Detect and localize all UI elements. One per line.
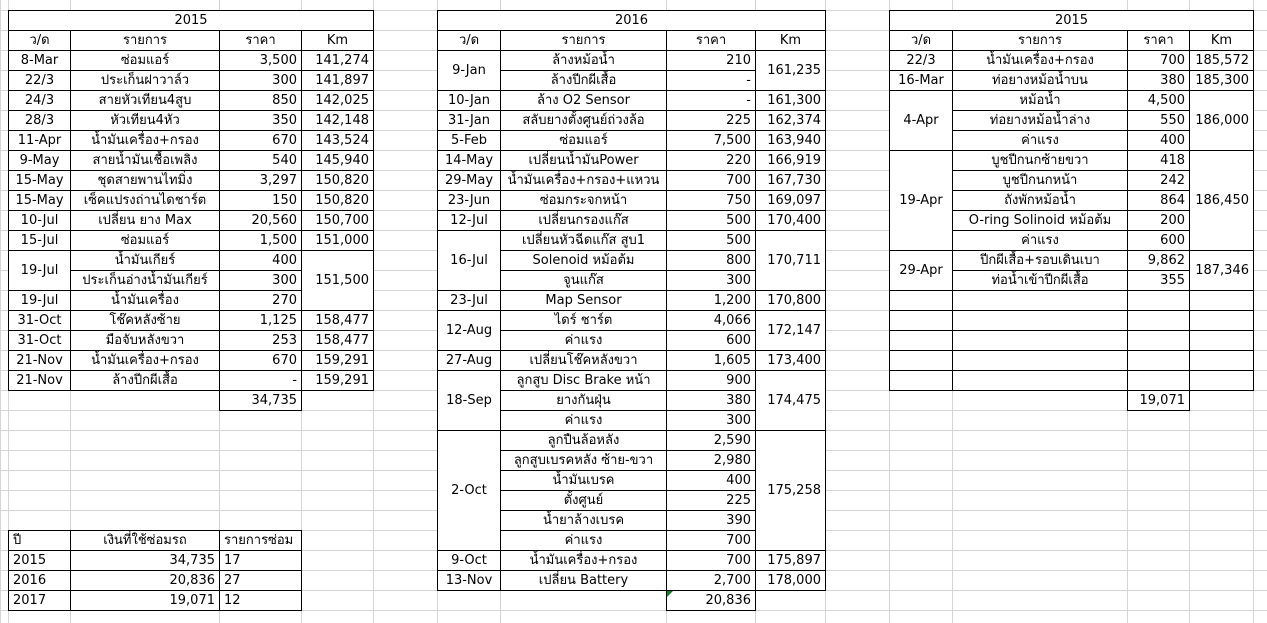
t2016-cell[interactable]: ตั้งศูนย์ (500, 490, 667, 511)
t2015a-cell[interactable]: 20,560 (219, 210, 302, 231)
t2015a-cell[interactable]: เซ็คแปรงถ่านไดชาร์ต (70, 190, 220, 211)
t2015b-cell[interactable]: 380 (1127, 70, 1190, 91)
t2016-cell[interactable]: 18-Sep (437, 370, 501, 431)
t2015a-cell[interactable]: ซ่อมแอร์ (70, 50, 220, 71)
t2015b-cell[interactable]: ปีกผีเสื้อ+รอบเดินเบา (952, 250, 1128, 271)
summary-cell[interactable]: 20,836 (70, 570, 220, 591)
t2015a-cell[interactable]: 21-Nov (8, 370, 71, 391)
summary-cell[interactable]: 12 (219, 590, 302, 611)
summary-header-cell[interactable]: รายการซ่อม (219, 530, 302, 551)
t2015a-cell[interactable]: 142,025 (301, 90, 374, 111)
t2016-cell[interactable]: จูนแก๊ส (500, 270, 667, 291)
t2015a-cell[interactable]: 3,500 (219, 50, 302, 71)
t2016-cell[interactable]: 390 (666, 510, 756, 531)
t2015b-cell[interactable]: 22/3 (889, 50, 953, 71)
t2016-header-cell[interactable]: ว/ด (437, 30, 501, 51)
t2016-cell[interactable]: ยางกันฝุ่น (500, 390, 667, 411)
t2016-title-cell[interactable]: 2016 (437, 10, 826, 31)
t2016-cell[interactable]: 29-May (437, 170, 501, 191)
t2015b-cell[interactable]: 700 (1127, 50, 1190, 71)
t2015b-header-cell[interactable]: ว/ด (889, 30, 953, 51)
t2016-cell[interactable]: เปลี่ยนโช๊คหลังขวา (500, 350, 667, 371)
summary-header-cell[interactable]: ปี (8, 530, 71, 551)
t2015a-header-cell[interactable]: ราคา (219, 30, 302, 51)
t2016-cell[interactable]: 400 (666, 470, 756, 491)
t2015a-cell[interactable]: 158,477 (301, 310, 374, 331)
t2015a-cell[interactable]: 1,500 (219, 230, 302, 251)
summary-cell[interactable]: 17 (219, 550, 302, 571)
t2015b-empty-cell[interactable] (1189, 330, 1254, 351)
t2016-cell[interactable]: 220 (666, 150, 756, 171)
summary-cell[interactable]: 2015 (8, 550, 71, 571)
t2016-cell[interactable]: 800 (666, 250, 756, 271)
t2015b-cell[interactable]: ถังพักหม้อน้ำ (952, 190, 1128, 211)
t2015b-cell[interactable]: 186,450 (1189, 150, 1254, 251)
t2016-cell[interactable]: น้ำมันเครื่อง+กรอง+แหวน (500, 170, 667, 191)
t2015a-cell[interactable]: สายหัวเทียน4สูบ (70, 90, 220, 111)
t2015b-empty-cell[interactable] (1189, 370, 1254, 391)
t2016-cell[interactable]: 2,980 (666, 450, 756, 471)
t2015a-cell[interactable]: 300 (219, 70, 302, 91)
t2015a-cell[interactable]: 15-May (8, 170, 71, 191)
t2016-cell[interactable]: น้ำมันเครื่อง+กรอง (500, 550, 667, 571)
t2015a-cell[interactable]: 270 (219, 290, 302, 311)
t2016-cell[interactable]: 169,097 (755, 190, 826, 211)
summary-cell[interactable]: 27 (219, 570, 302, 591)
t2016-cell[interactable]: 2,590 (666, 430, 756, 451)
t2016-cell[interactable]: เปลี่ยนน้ำมันPower (500, 150, 667, 171)
summary-cell[interactable]: 2016 (8, 570, 71, 591)
t2016-cell[interactable]: ลูกปืนล้อหลัง (500, 430, 667, 451)
t2015a-cell[interactable]: ล้างปีกผีเสื้อ (70, 370, 220, 391)
t2015b-empty-cell[interactable] (1127, 370, 1190, 391)
t2015b-empty-cell[interactable] (1127, 330, 1190, 351)
t2015b-empty-cell[interactable] (889, 350, 953, 371)
t2015b-cell[interactable]: 4,500 (1127, 90, 1190, 111)
t2015a-cell[interactable]: 10-Jul (8, 210, 71, 231)
t2015b-cell[interactable]: 16-Mar (889, 70, 953, 91)
t2015b-empty-cell[interactable] (952, 350, 1128, 371)
t2016-cell[interactable]: Map Sensor (500, 290, 667, 311)
t2016-cell[interactable]: เปลี่ยนหัวฉีดแก๊ส สูบ1 (500, 230, 667, 251)
t2015a-cell[interactable]: 145,940 (301, 150, 374, 171)
t2015a-cell[interactable]: น้ำมันเกียร์ (70, 250, 220, 271)
t2015a-cell[interactable]: โช๊คหลังซ้าย (70, 310, 220, 331)
t2015b-cell[interactable]: ท่อยางหม้อน้ำบน (952, 70, 1128, 91)
t2016-cell[interactable]: ลูกสูบ Disc Brake หน้า (500, 370, 667, 391)
t2015b-cell[interactable]: บูชปีกนกหน้า (952, 170, 1128, 191)
t2015b-empty-cell[interactable] (952, 330, 1128, 351)
t2016-cell[interactable]: - (666, 70, 756, 91)
t2016-cell[interactable]: 700 (666, 550, 756, 571)
t2015a-cell[interactable]: น้ำมันเครื่อง (70, 290, 220, 311)
t2016-cell[interactable]: เปลี่ยนกรองแก๊ส (500, 210, 667, 231)
t2016-cell[interactable]: 1,605 (666, 350, 756, 371)
t2016-cell[interactable]: 2-Oct (437, 430, 501, 551)
t2016-cell[interactable]: 178,000 (755, 570, 826, 591)
t2015a-cell[interactable]: 150 (219, 190, 302, 211)
t2015a-cell[interactable]: 141,897 (301, 70, 374, 91)
t2016-cell[interactable]: 14-May (437, 150, 501, 171)
t2015a-cell[interactable]: ประเก็นฝาวาล์ว (70, 70, 220, 91)
summary-cell[interactable]: 19,071 (70, 590, 220, 611)
t2015a-cell[interactable]: 15-May (8, 190, 71, 211)
t2015b-empty-cell[interactable] (952, 290, 1128, 311)
t2015a-cell[interactable]: 350 (219, 110, 302, 131)
t2015a-cell[interactable]: 9-May (8, 150, 71, 171)
t2015a-cell[interactable]: 150,700 (301, 210, 374, 231)
t2015a-cell[interactable]: 1,125 (219, 310, 302, 331)
t2016-cell[interactable]: 27-Aug (437, 350, 501, 371)
t2016-cell[interactable]: 175,897 (755, 550, 826, 571)
t2016-cell[interactable]: 225 (666, 110, 756, 131)
t2015a-cell[interactable]: น้ำมันเครื่อง+กรอง (70, 350, 220, 371)
t2016-cell[interactable]: 7,500 (666, 130, 756, 151)
t2015a-title-cell[interactable]: 2015 (8, 10, 374, 31)
t2016-cell[interactable]: 225 (666, 490, 756, 511)
t2016-cell[interactable]: 10-Jan (437, 90, 501, 111)
t2015b-empty-cell[interactable] (889, 330, 953, 351)
t2016-cell[interactable]: Solenoid หม้อต้ม (500, 250, 667, 271)
t2016-cell[interactable]: 900 (666, 370, 756, 391)
t2016-cell[interactable]: 600 (666, 330, 756, 351)
t2015a-cell[interactable]: 300 (219, 270, 302, 291)
t2016-cell[interactable]: 380 (666, 390, 756, 411)
t2016-cell[interactable]: 163,940 (755, 130, 826, 151)
t2016-cell[interactable]: น้ำมันเบรค (500, 470, 667, 491)
t2016-cell[interactable]: 31-Jan (437, 110, 501, 131)
t2015a-cell[interactable]: 400 (219, 250, 302, 271)
t2015b-empty-cell[interactable] (952, 310, 1128, 331)
t2015a-cell[interactable]: 540 (219, 150, 302, 171)
t2016-cell[interactable]: 9-Jan (437, 50, 501, 91)
t2015a-cell[interactable]: 150,820 (301, 170, 374, 191)
t2015b-cell[interactable]: O-ring Solinoid หม้อต้ม (952, 210, 1128, 231)
t2015a-cell[interactable]: 24/3 (8, 90, 71, 111)
t2016-cell[interactable]: 23-Jun (437, 190, 501, 211)
t2016-cell[interactable]: 162,374 (755, 110, 826, 131)
t2015a-cell[interactable]: หัวเทียน4หัว (70, 110, 220, 131)
t2016-cell[interactable]: ซ่อมแอร์ (500, 130, 667, 151)
t2015b-cell[interactable]: 4-Apr (889, 90, 953, 151)
t2015a-header-cell[interactable]: รายการ (70, 30, 220, 51)
t2015b-cell[interactable]: 19-Apr (889, 150, 953, 251)
t2015b-cell[interactable]: 864 (1127, 190, 1190, 211)
t2015a-cell[interactable]: 28/3 (8, 110, 71, 131)
t2015b-cell[interactable]: 550 (1127, 110, 1190, 131)
t2015b-cell[interactable]: 418 (1127, 150, 1190, 171)
t2015b-cell[interactable]: บูชปีกนกซ้ายขวา (952, 150, 1128, 171)
t2015b-header-cell[interactable]: ราคา (1127, 30, 1190, 51)
t2016-cell[interactable]: ล้างปีกผีเสื้อ (500, 70, 667, 91)
t2016-cell[interactable]: 500 (666, 210, 756, 231)
t2016-cell[interactable]: ล้าง O2 Sensor (500, 90, 667, 111)
t2015a-cell[interactable]: ซ่อมแอร์ (70, 230, 220, 251)
t2015a-header-cell[interactable]: Km (301, 30, 374, 51)
t2016-cell[interactable]: ไดร์ ชาร์ต (500, 310, 667, 331)
t2016-cell[interactable]: 170,800 (755, 290, 826, 311)
t2015b-cell[interactable]: 185,572 (1189, 50, 1254, 71)
t2015b-empty-cell[interactable] (1127, 290, 1190, 311)
t2016-cell[interactable]: 300 (666, 270, 756, 291)
t2015a-cell[interactable]: - (219, 370, 302, 391)
t2015a-cell[interactable]: ประเก็นอ่างน้ำมันเกียร์ (70, 270, 220, 291)
t2015a-cell[interactable]: น้ำมันเครื่อง+กรอง (70, 130, 220, 151)
t2015b-empty-cell[interactable] (1189, 310, 1254, 331)
t2016-cell[interactable]: 12-Aug (437, 310, 501, 351)
t2015b-cell[interactable]: ท่อยางหม้อน้ำล่าง (952, 110, 1128, 131)
t2016-cell[interactable]: 500 (666, 230, 756, 251)
t2016-header-cell[interactable]: ราคา (666, 30, 756, 51)
t2016-cell[interactable]: น้ำยาล้างเบรค (500, 510, 667, 531)
t2015b-cell[interactable]: 29-Apr (889, 250, 953, 291)
t2016-cell[interactable]: 175,258 (755, 430, 826, 551)
t2016-cell[interactable]: 5-Feb (437, 130, 501, 151)
t2015b-cell[interactable]: ค่าแรง (952, 130, 1128, 151)
t2015b-cell[interactable]: ค่าแรง (952, 230, 1128, 251)
t2015b-cell[interactable]: 200 (1127, 210, 1190, 231)
t2016-cell[interactable]: 750 (666, 190, 756, 211)
t2015b-cell[interactable]: 355 (1127, 270, 1190, 291)
t2015a-cell[interactable]: 159,291 (301, 370, 374, 391)
t2015b-title-cell[interactable]: 2015 (889, 10, 1254, 31)
t2015b-empty-cell[interactable] (889, 290, 953, 311)
t2015b-cell[interactable]: ท่อน้ำเข้าปีกผีเสื้อ (952, 270, 1128, 291)
t2015a-cell[interactable]: 670 (219, 130, 302, 151)
summary-cell[interactable]: 2017 (8, 590, 71, 611)
t2015a-cell[interactable]: 142,148 (301, 110, 374, 131)
t2015a-cell[interactable]: ชุดสายพานไทมิ่ง (70, 170, 220, 191)
t2015a-cell[interactable]: 143,524 (301, 130, 374, 151)
t2015b-total-cell[interactable]: 19,071 (1127, 390, 1190, 411)
t2016-cell[interactable]: 170,400 (755, 210, 826, 231)
t2015b-cell[interactable]: 9,862 (1127, 250, 1190, 271)
t2015a-cell[interactable]: 150,820 (301, 190, 374, 211)
t2016-header-cell[interactable]: รายการ (500, 30, 667, 51)
t2016-cell[interactable]: 23-Jul (437, 290, 501, 311)
t2016-cell[interactable]: 9-Oct (437, 550, 501, 571)
t2015a-cell[interactable]: 11-Apr (8, 130, 71, 151)
t2015a-cell[interactable]: 158,477 (301, 330, 374, 351)
t2015b-cell[interactable]: น้ำมันเครื่อง+กรอง (952, 50, 1128, 71)
t2015a-total-cell[interactable]: 34,735 (219, 390, 302, 411)
t2016-total-cell[interactable]: 20,836 (666, 590, 756, 611)
t2015b-cell[interactable]: 187,346 (1189, 250, 1254, 291)
t2016-cell[interactable]: 1,200 (666, 290, 756, 311)
summary-header-cell[interactable]: เงินที่ใช้ซ่อมรถ (70, 530, 220, 551)
t2015a-cell[interactable]: 3,297 (219, 170, 302, 191)
t2016-cell[interactable]: 172,147 (755, 310, 826, 351)
t2015a-cell[interactable]: 253 (219, 330, 302, 351)
formula-indicator-icon (667, 591, 673, 597)
t2016-cell[interactable]: 700 (666, 170, 756, 191)
t2015b-empty-cell[interactable] (1189, 350, 1254, 371)
t2016-cell[interactable]: สลับยางตั้งศูนย์ถ่วงล้อ (500, 110, 667, 131)
t2015b-empty-cell[interactable] (889, 310, 953, 331)
t2015b-header-cell[interactable]: รายการ (952, 30, 1128, 51)
t2015b-empty-cell[interactable] (1189, 290, 1254, 311)
t2015b-header-cell[interactable]: Km (1189, 30, 1254, 51)
t2016-cell[interactable]: 4,066 (666, 310, 756, 331)
t2015a-cell[interactable]: 159,291 (301, 350, 374, 371)
t2016-header-cell[interactable]: Km (755, 30, 826, 51)
t2016-cell[interactable]: 12-Jul (437, 210, 501, 231)
t2015b-cell[interactable]: 242 (1127, 170, 1190, 191)
t2016-cell[interactable]: ซ่อมกระจกหน้า (500, 190, 667, 211)
t2015b-cell[interactable]: 185,300 (1189, 70, 1254, 91)
t2015b-cell[interactable]: 186,000 (1189, 90, 1254, 151)
t2015a-cell[interactable]: 31-Oct (8, 330, 71, 351)
t2015a-cell[interactable]: มือจับหลังขวา (70, 330, 220, 351)
t2015a-cell[interactable]: 19-Jul (8, 290, 71, 311)
t2016-cell[interactable]: 174,475 (755, 370, 826, 431)
t2016-cell[interactable]: 170,711 (755, 230, 826, 291)
t2015a-cell[interactable]: 19-Jul (8, 250, 71, 291)
t2015a-cell[interactable]: 8-Mar (8, 50, 71, 71)
t2016-cell[interactable]: 16-Jul (437, 230, 501, 291)
t2015a-cell[interactable]: เปลี่ยน ยาง Max (70, 210, 220, 231)
t2015a-cell[interactable]: 850 (219, 90, 302, 111)
t2015a-cell[interactable]: 21-Nov (8, 350, 71, 371)
t2016-cell[interactable]: 2,700 (666, 570, 756, 591)
t2015b-empty-cell[interactable] (1127, 310, 1190, 331)
t2016-cell[interactable]: 161,300 (755, 90, 826, 111)
t2015b-empty-cell[interactable] (1127, 350, 1190, 371)
t2015b-cell[interactable]: หม้อน้ำ (952, 90, 1128, 111)
t2015a-cell[interactable]: 22/3 (8, 70, 71, 91)
t2016-cell[interactable]: ล้างหม้อน้ำ (500, 50, 667, 71)
t2015b-empty-cell[interactable] (952, 370, 1128, 391)
t2015a-cell[interactable]: 141,274 (301, 50, 374, 71)
t2016-cell[interactable]: 166,919 (755, 150, 826, 171)
t2016-cell[interactable]: 700 (666, 530, 756, 551)
t2015a-cell[interactable]: สายน้ำมันเชื้อเพลิง (70, 150, 220, 171)
t2015a-header-cell[interactable]: ว/ด (8, 30, 71, 51)
t2015a-cell[interactable]: 151,000 (301, 230, 374, 251)
t2016-cell[interactable]: 13-Nov (437, 570, 501, 591)
t2016-cell[interactable]: - (666, 90, 756, 111)
t2015a-cell[interactable]: 151,500 (301, 250, 374, 311)
t2016-cell[interactable]: ค่าแรง (500, 410, 667, 431)
t2016-cell[interactable]: 173,400 (755, 350, 826, 371)
t2016-cell[interactable]: 300 (666, 410, 756, 431)
t2016-cell[interactable]: ค่าแรง (500, 530, 667, 551)
t2015b-empty-cell[interactable] (889, 370, 953, 391)
t2015b-cell[interactable]: 400 (1127, 130, 1190, 151)
summary-cell[interactable]: 34,735 (70, 550, 220, 571)
t2015b-cell[interactable]: 600 (1127, 230, 1190, 251)
t2016-cell[interactable]: เปลี่ยน Battery (500, 570, 667, 591)
t2016-cell[interactable]: 167,730 (755, 170, 826, 191)
t2016-cell[interactable]: ลูกสูบเบรคหลัง ซ้าย-ขวา (500, 450, 667, 471)
t2016-cell[interactable]: 210 (666, 50, 756, 71)
t2015a-cell[interactable]: 670 (219, 350, 302, 371)
t2016-cell[interactable]: 161,235 (755, 50, 826, 91)
t2015a-cell[interactable]: 31-Oct (8, 310, 71, 331)
t2015a-cell[interactable]: 15-Jul (8, 230, 71, 251)
t2016-cell[interactable]: ค่าแรง (500, 330, 667, 351)
